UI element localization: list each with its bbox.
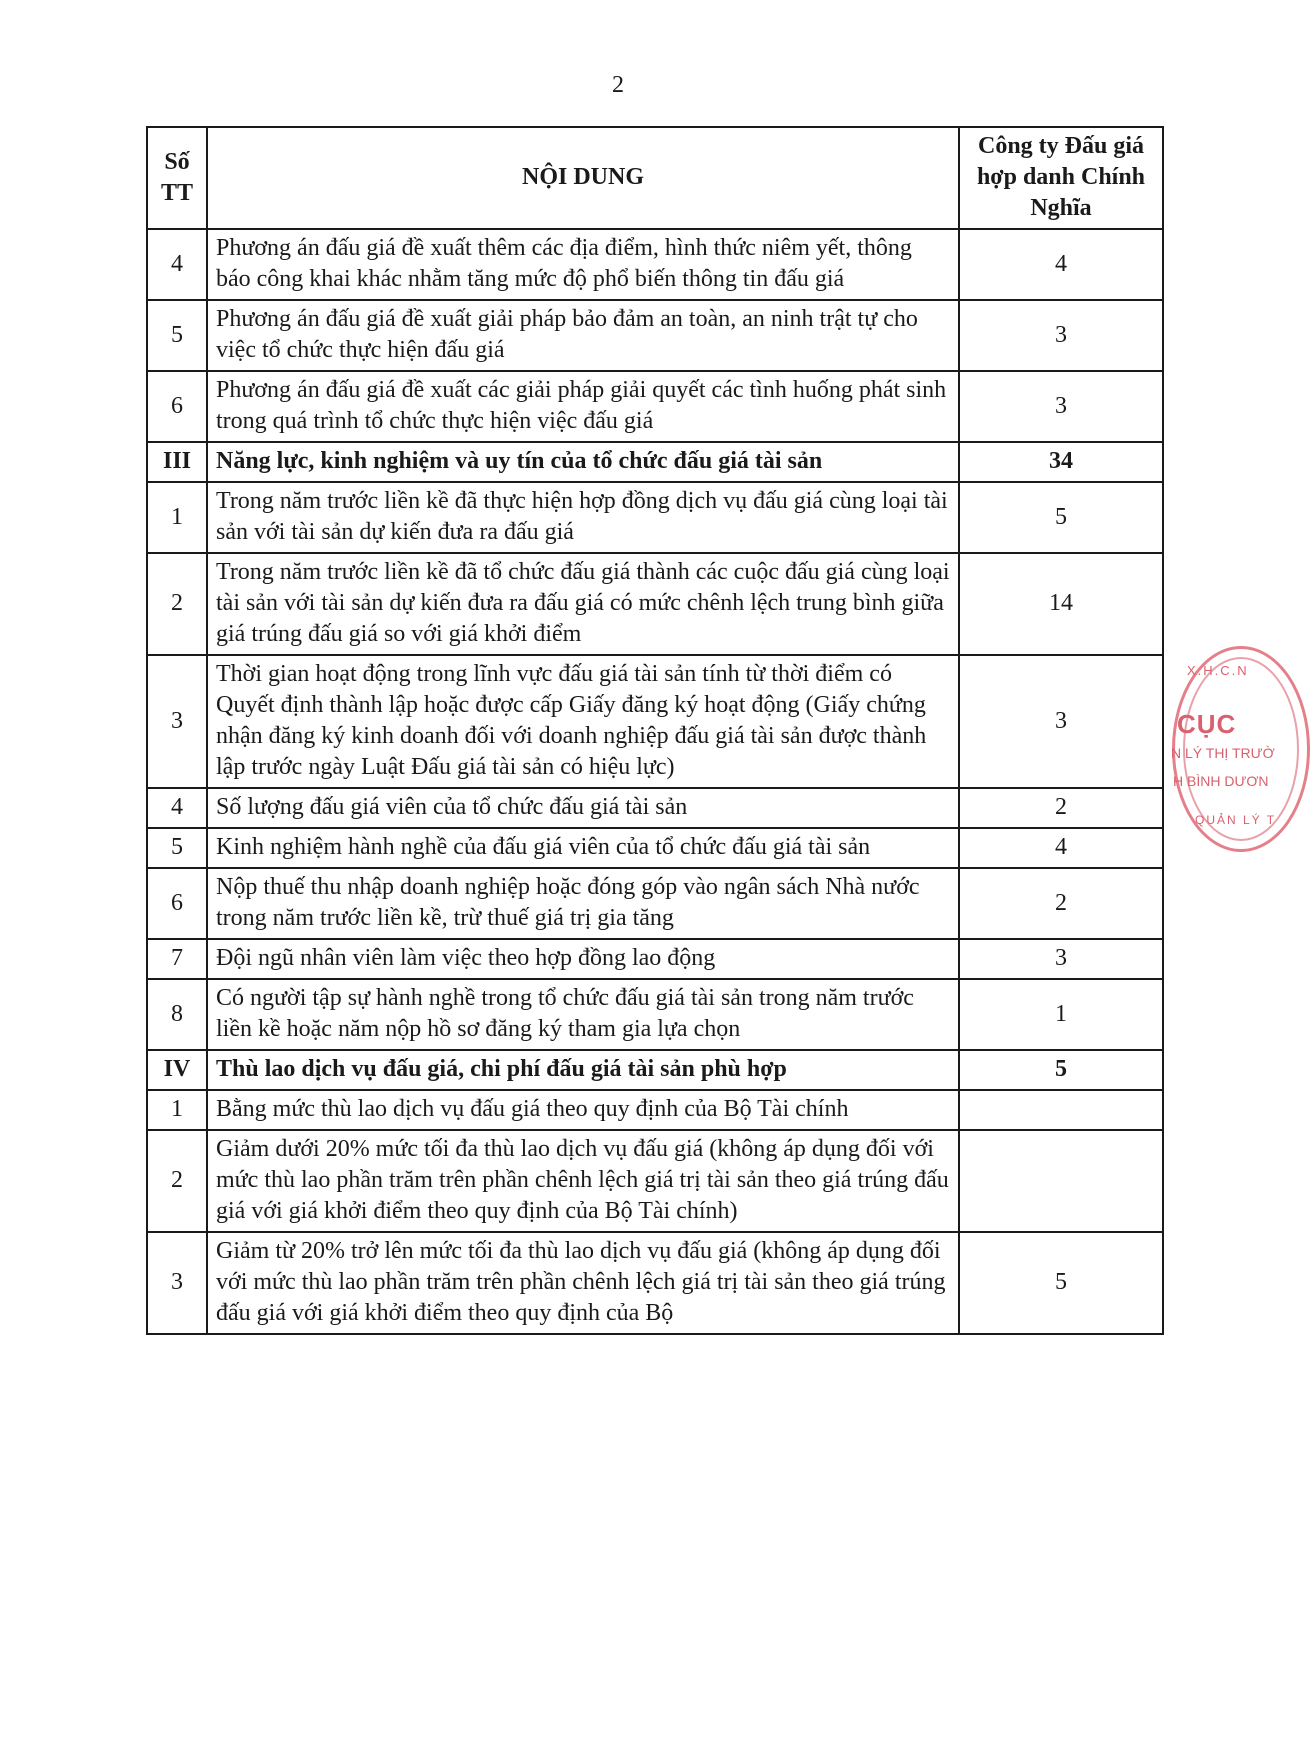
row-content: Trong năm trước liền kề đã tổ chức đấu giá thành các cuộc đấu giá cùng loại tài sản với tài sản dự kiến đưa ra đấu giá có mức chênh lệch trung bình giữa giá trúng đấu giá so với giá khởi điểm xyxy=(207,553,959,655)
stamp-text-top: X.H.C.N xyxy=(1187,663,1249,678)
row-score: 5 xyxy=(959,482,1163,553)
row-number: 6 xyxy=(147,868,207,939)
row-number: 8 xyxy=(147,979,207,1050)
table-row xyxy=(147,553,1163,655)
table-row xyxy=(147,868,1163,939)
stamp-text-line4: H BÌNH DƯƠN xyxy=(1173,773,1269,789)
row-score: 3 xyxy=(959,371,1163,442)
row-score: 3 xyxy=(959,655,1163,788)
page-number: 2 xyxy=(612,72,624,98)
row-score: 5 xyxy=(959,1050,1163,1090)
row-number: 7 xyxy=(147,939,207,979)
row-score: 1 xyxy=(959,979,1163,1050)
table-header-row xyxy=(147,127,1163,229)
row-number: 5 xyxy=(147,828,207,868)
row-number: 1 xyxy=(147,1090,207,1130)
row-number: IV xyxy=(147,1050,207,1090)
row-number: 2 xyxy=(147,1130,207,1232)
row-score xyxy=(959,1090,1163,1130)
stamp-text-line3: N LÝ THỊ TRƯỜ xyxy=(1171,745,1275,761)
row-content: Giảm dưới 20% mức tối đa thù lao dịch vụ đấu giá (không áp dụng đối với mức thù lao phần trăm trên phần chênh lệch giá trị tài sản theo giá trúng đấu giá với giá khởi điểm theo quy định của Bộ Tài chính) xyxy=(207,1130,959,1232)
row-score: 14 xyxy=(959,553,1163,655)
table-row xyxy=(147,979,1163,1050)
row-content: Phương án đấu giá đề xuất thêm các địa điểm, hình thức niêm yết, thông báo công khai khác nhằm tăng mức độ phổ biến thông tin đấu giá xyxy=(207,229,959,300)
row-score: 4 xyxy=(959,229,1163,300)
table-row xyxy=(147,1130,1163,1232)
table-row xyxy=(147,828,1163,868)
row-score: 3 xyxy=(959,939,1163,979)
row-score: 34 xyxy=(959,442,1163,482)
row-score: 2 xyxy=(959,868,1163,939)
row-content: Nộp thuế thu nhập doanh nghiệp hoặc đóng góp vào ngân sách Nhà nước trong năm trước liền kề, trừ thuế giá trị gia tăng xyxy=(207,868,959,939)
row-content: Trong năm trước liền kề đã thực hiện hợp đồng dịch vụ đấu giá cùng loại tài sản với tài sản dự kiến đưa ra đấu giá xyxy=(207,482,959,553)
row-number: 6 xyxy=(147,371,207,442)
row-score: 4 xyxy=(959,828,1163,868)
stamp-text-middle: CỤC xyxy=(1177,709,1237,739)
row-content: Đội ngũ nhân viên làm việc theo hợp đồng lao động xyxy=(207,939,959,979)
row-content: Phương án đấu giá đề xuất giải pháp bảo đảm an toàn, an ninh trật tự cho việc tổ chức thực hiện đấu giá xyxy=(207,300,959,371)
row-number: 1 xyxy=(147,482,207,553)
table-row xyxy=(147,300,1163,371)
header-no: Số TT xyxy=(147,127,207,229)
row-content: Thù lao dịch vụ đấu giá, chi phí đấu giá tài sản phù hợp xyxy=(207,1050,959,1090)
scoring-table xyxy=(146,126,1164,1335)
table-body xyxy=(147,229,1163,1334)
table-row xyxy=(147,371,1163,442)
row-content: Thời gian hoạt động trong lĩnh vực đấu giá tài sản tính từ thời điểm có Quyết định thành lập hoặc được cấp Giấy đăng ký hoạt động (Giấy chứng nhận đăng ký kinh doanh đối với doanh nghiệp đấu giá tài sản được thành lập trước ngày Luật Đấu giá tài sản có hiệu lực) xyxy=(207,655,959,788)
row-content: Kinh nghiệm hành nghề của đấu giá viên của tổ chức đấu giá tài sản xyxy=(207,828,959,868)
row-score: 3 xyxy=(959,300,1163,371)
row-content: Số lượng đấu giá viên của tổ chức đấu giá tài sản xyxy=(207,788,959,828)
table-section-row xyxy=(147,442,1163,482)
row-number: 5 xyxy=(147,300,207,371)
row-number: 3 xyxy=(147,1232,207,1334)
table-row xyxy=(147,788,1163,828)
row-score: 2 xyxy=(959,788,1163,828)
row-content: Bằng mức thù lao dịch vụ đấu giá theo quy định của Bộ Tài chính xyxy=(207,1090,959,1130)
table-row xyxy=(147,1090,1163,1130)
table-row xyxy=(147,655,1163,788)
stamp-text-bottom: QUẢN LÝ T xyxy=(1195,813,1277,827)
row-number: 3 xyxy=(147,655,207,788)
row-content: Có người tập sự hành nghề trong tổ chức đấu giá tài sản trong năm trước liền kề hoặc năm nộp hồ sơ đăng ký tham gia lựa chọn xyxy=(207,979,959,1050)
row-score: 5 xyxy=(959,1232,1163,1334)
row-number: 4 xyxy=(147,788,207,828)
row-content: Phương án đấu giá đề xuất các giải pháp giải quyết các tình huống phát sinh trong quá trình tổ chức thực hiện việc đấu giá xyxy=(207,371,959,442)
header-content: NỘI DUNG xyxy=(207,127,959,229)
table-row xyxy=(147,1232,1163,1334)
row-content: Giảm từ 20% trở lên mức tối đa thù lao dịch vụ đấu giá (không áp dụng đối với mức thù lao phần trăm trên phần chênh lệch giá trị tài sản theo giá trúng đấu giá với giá khởi điểm theo quy định của Bộ xyxy=(207,1232,959,1334)
row-content: Năng lực, kinh nghiệm và uy tín của tổ chức đấu giá tài sản xyxy=(207,442,959,482)
row-number: 2 xyxy=(147,553,207,655)
table-section-row xyxy=(147,1050,1163,1090)
table-row xyxy=(147,482,1163,553)
row-score xyxy=(959,1130,1163,1232)
row-number: III xyxy=(147,442,207,482)
table-row xyxy=(147,939,1163,979)
official-red-stamp xyxy=(1172,646,1310,852)
header-company: Công ty Đấu giá hợp danh Chính Nghĩa xyxy=(959,127,1163,229)
row-number: 4 xyxy=(147,229,207,300)
table-row xyxy=(147,229,1163,300)
